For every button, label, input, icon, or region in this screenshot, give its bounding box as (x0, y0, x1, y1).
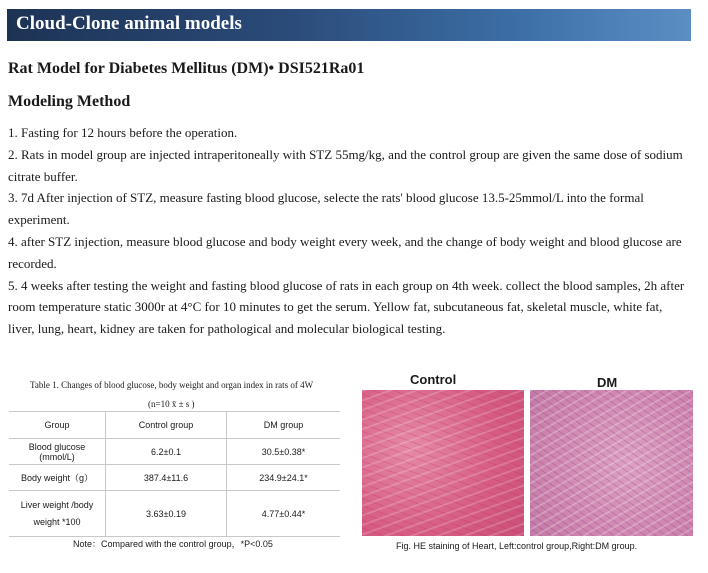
table-cell: 30.5±0.38* (227, 439, 341, 465)
table-note: Note：Compared with the control group，*P<0.05 (73, 539, 273, 549)
table-cell: 3.63±0.19 (106, 491, 227, 537)
step-4: 4. after STZ injection, measure blood glucose and body weight every week, and the change of body weight and blood glucose are recorded. (8, 233, 682, 271)
table-row (9, 491, 340, 537)
results-table (9, 411, 340, 537)
step-3: 3. 7d After injection of STZ, measure fasting blood glucose, selecte the rats' blood glucose 13.5-25mmol/L into the formal experiment. (8, 190, 644, 228)
header-banner (7, 9, 691, 41)
table-cell: Body weight（g） (9, 465, 106, 491)
banner-title: Cloud-Clone animal models (16, 13, 242, 34)
step-1: 1. Fasting for 12 hours before the operation. (8, 125, 238, 140)
table-cell: 234.9±24.1* (227, 465, 341, 491)
table-cell: 4.77±0.44* (227, 491, 341, 537)
step-2: 2. Rats in model group are injected intraperitoneally with STZ 55mg/kg, and the control group are given the same dose of sodium citrate buffer. (8, 146, 683, 184)
dm-label: DM (597, 375, 618, 390)
table-cell: Blood glucose (mmol/L) (9, 439, 106, 465)
figure-caption: Fig. HE staining of Heart, Left:control group,Right:DM group. (396, 541, 638, 551)
page-title: Rat Model for Diabetes Mellitus (DM)• DSI521Ra01 (8, 60, 365, 77)
header-cell: Group (9, 412, 106, 439)
control-histology-image (362, 390, 524, 536)
table-cell: 387.4±11.6 (106, 465, 227, 491)
section-heading: Modeling Method (8, 93, 131, 110)
dm-histology-image (530, 390, 693, 536)
table-header-row (9, 412, 340, 439)
table-cell: 6.2±0.1 (106, 439, 227, 465)
table-row (9, 465, 340, 491)
step-5: 5. 4 weeks after testing the weight and fasting blood glucose of rats in each group on 4th week. collect the blood samples, 2h after room temperature static 3000r at 4°C for 10 minutes to get the serum. Yellow fat, subcutaneous fat, skeletal muscle, white fat, liver, lung, heart, kidney are taken for pathological and molecular biological testing. (8, 277, 685, 337)
header-cell: DM group (227, 412, 341, 439)
control-label: Control (410, 372, 457, 387)
table-caption: Table 1. Changes of blood glucose, body weight and organ index in rats of 4W (30, 380, 314, 390)
method-steps (8, 122, 692, 340)
header-cell: Control group (106, 412, 227, 439)
table-row (9, 439, 340, 465)
table-subcaption: (n=10 x̄ ± s ) (148, 399, 195, 409)
table-cell: Liver weight /body weight *100 (9, 491, 106, 537)
